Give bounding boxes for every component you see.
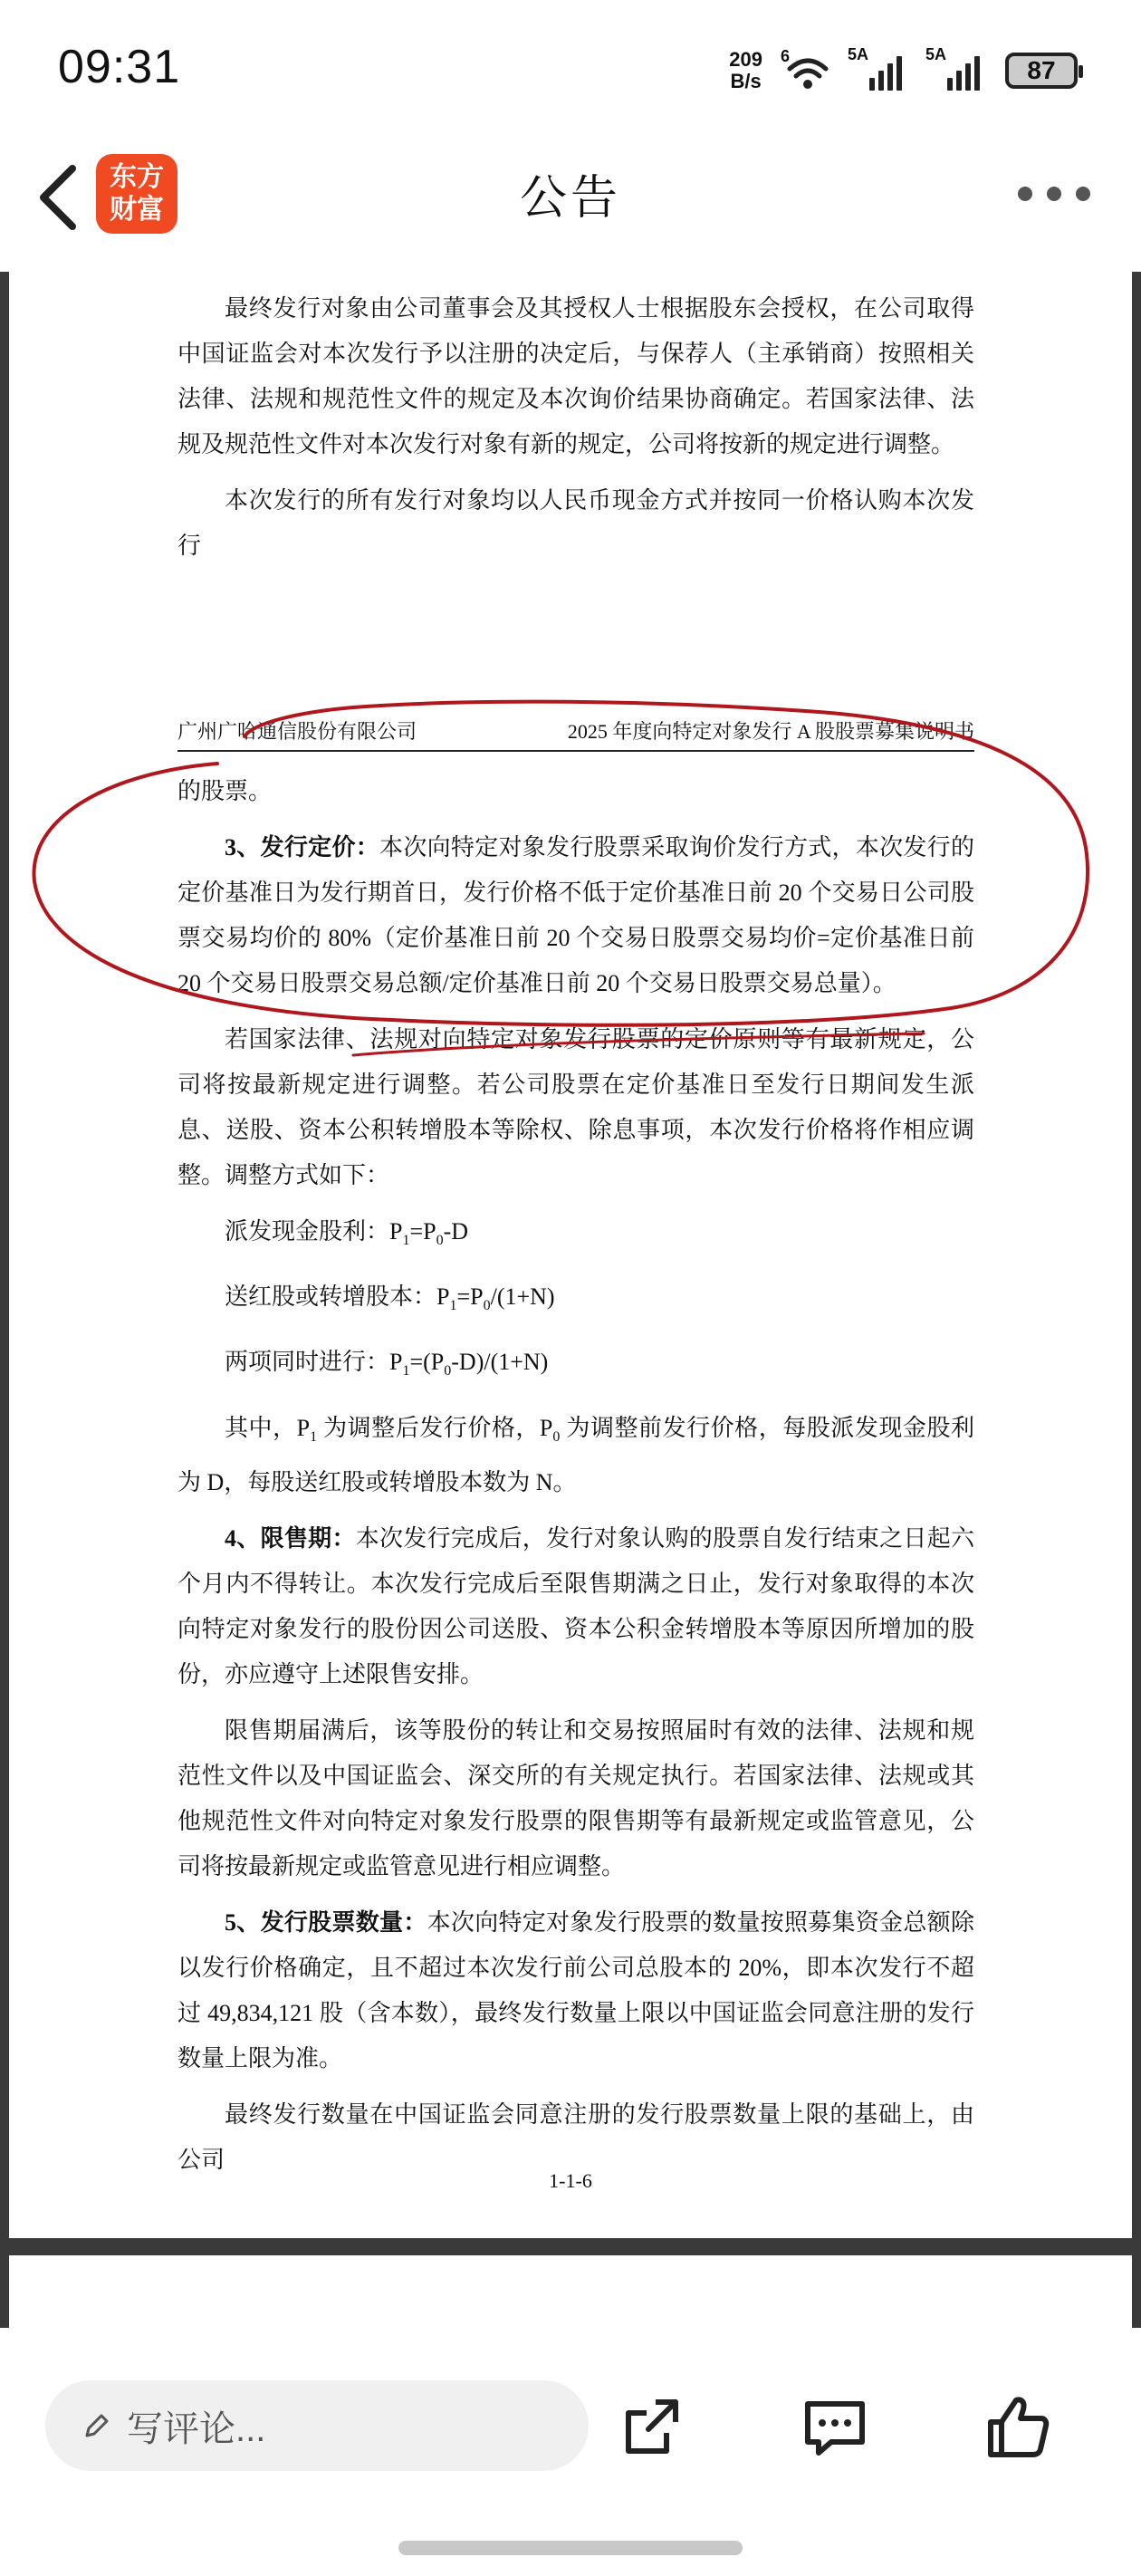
signal-icon-sim1: 5A — [849, 51, 909, 91]
wifi-icon: 6 — [781, 51, 831, 91]
header-doc-title: 2025 年度向特定对象发行 A 股股票募集说明书 — [567, 720, 974, 743]
paragraph: 限售期届满后，该等股份的转让和交易按照届时有效的法律、法规和规范性文件以及中国证监会、深交所的有关规定执行。若国家法律、法规或其他规范性文件对向特定对象发行股票的限售期等有最新规定或监管意见，公司将按最新规定或监管意见进行相应调整。 — [177, 1716, 974, 1879]
network-speed: 209 B/s — [729, 48, 762, 92]
paragraph: 本次发行的所有发行对象均以人民币现金方式并按同一价格认购本次发行 — [177, 487, 974, 559]
like-icon — [982, 2391, 1054, 2464]
edit-icon — [82, 2410, 112, 2441]
formula-explanation: 其中，$P_1$ 为调整后发行价格，$P_0$ 为调整前发行价格，每股派发现金股利为 D，每股送红股或转增股本数为 N。 — [177, 1414, 974, 1495]
status-icons — [729, 43, 1078, 98]
signal-icon-sim2: 5A — [927, 51, 987, 91]
formula-dividend: 派发现金股利：$P_1=P_0-D$ — [225, 1218, 469, 1249]
comments-button[interactable] — [799, 2391, 871, 2464]
comment-icon — [799, 2391, 871, 2464]
paragraph: 若国家法律、法规对向特定对象发行股票的定价原则等有最新规定，公司将按最新规定进行调整。若公司股票在定价基准日至发行日期间发生派息、送股、资本公积转增股本等除权、除息事项，本次发行价格将作相应调整。调整方式如下： — [177, 1026, 974, 1188]
section-5-share-count: 5、发行股票数量：本次向特定对象发行股票的数量按照募集资金总额除以发行价格确定，且不超过本次发行前公司总股本的 20%，即本次发行不超过 49,834,121 股（含本数），最终发行数量上限以中国证监会同意注册的发行数量上限为准。 — [177, 1908, 974, 2071]
header-company: 广州广哈通信股份有限公司 — [177, 720, 417, 743]
document-viewer[interactable] — [0, 272, 1141, 2328]
document-page-1-1-6 — [9, 637, 1132, 2238]
header-bar — [0, 136, 1141, 272]
app-logo: 东方 财富 — [96, 154, 177, 234]
home-indicator[interactable] — [398, 2541, 743, 2555]
paragraph: 最终发行数量在中国证监会同意注册的发行股票数量上限的基础上，由公司 — [177, 2100, 974, 2173]
more-button[interactable] — [1018, 187, 1090, 201]
section-4-lockup: 4、限售期：本次发行完成后，发行对象认购的股票自发行结束之日起六个月内不得转让。本次发行完成后至限售期满之日止，发行对象取得的本次向特定对象发行的股份因公司送股、资本公积金转增股本等原因所增加的股份，亦应遵守上述限售安排。 — [177, 1524, 974, 1687]
paragraph: 最终发行对象由公司董事会及其授权人士根据股东会授权，在公司取得中国证监会对本次发行予以注册的决定后，与保荐人（主承销商）按照相关法律、法规和规范性文件的规定及本次询价结果协商确定。若国家法律、法规及规范性文件对本次发行对象有新的规定，公司将按新的规定进行调整。 — [177, 295, 974, 457]
share-button[interactable] — [616, 2391, 688, 2464]
page-header — [177, 716, 974, 752]
section-3-pricing: 3、发行定价：本次向特定对象发行股票采取询价发行方式，本次发行的定价基准日为发行期首日，发行价格不低于定价基准日前 20 个交易日公司股票交易均价的 80%（定价基准日前 20 个交易日股票交易均价=定价基准日前 20 个交易日股票交易总额/定价基准日前 20 个交易日股票交易总量）。 — [177, 834, 974, 996]
paragraph: 的股票。 — [177, 778, 273, 804]
like-button[interactable] — [982, 2391, 1054, 2464]
page-number: 1-1-6 — [549, 2169, 592, 2192]
comment-input[interactable]: 写评论... — [45, 2380, 589, 2471]
bottom-action-bar — [0, 2328, 1141, 2576]
share-icon — [616, 2391, 688, 2464]
clock: 09:31 — [58, 41, 181, 93]
formula-bonus-shares: 送红股或转增股本：$P_1=P_0/(1+N)$ — [225, 1283, 555, 1314]
battery-icon: 87 — [1005, 53, 1078, 89]
more-icon — [1018, 187, 1032, 201]
formula-both: 两项同时进行：$P_1=(P_0-D)/(1+N)$ — [225, 1349, 549, 1379]
document-page-next — [9, 2255, 1132, 2328]
page-body — [177, 286, 974, 580]
status-bar — [0, 0, 1141, 136]
page-body — [177, 769, 974, 2194]
page-title: 公告 — [519, 172, 621, 225]
